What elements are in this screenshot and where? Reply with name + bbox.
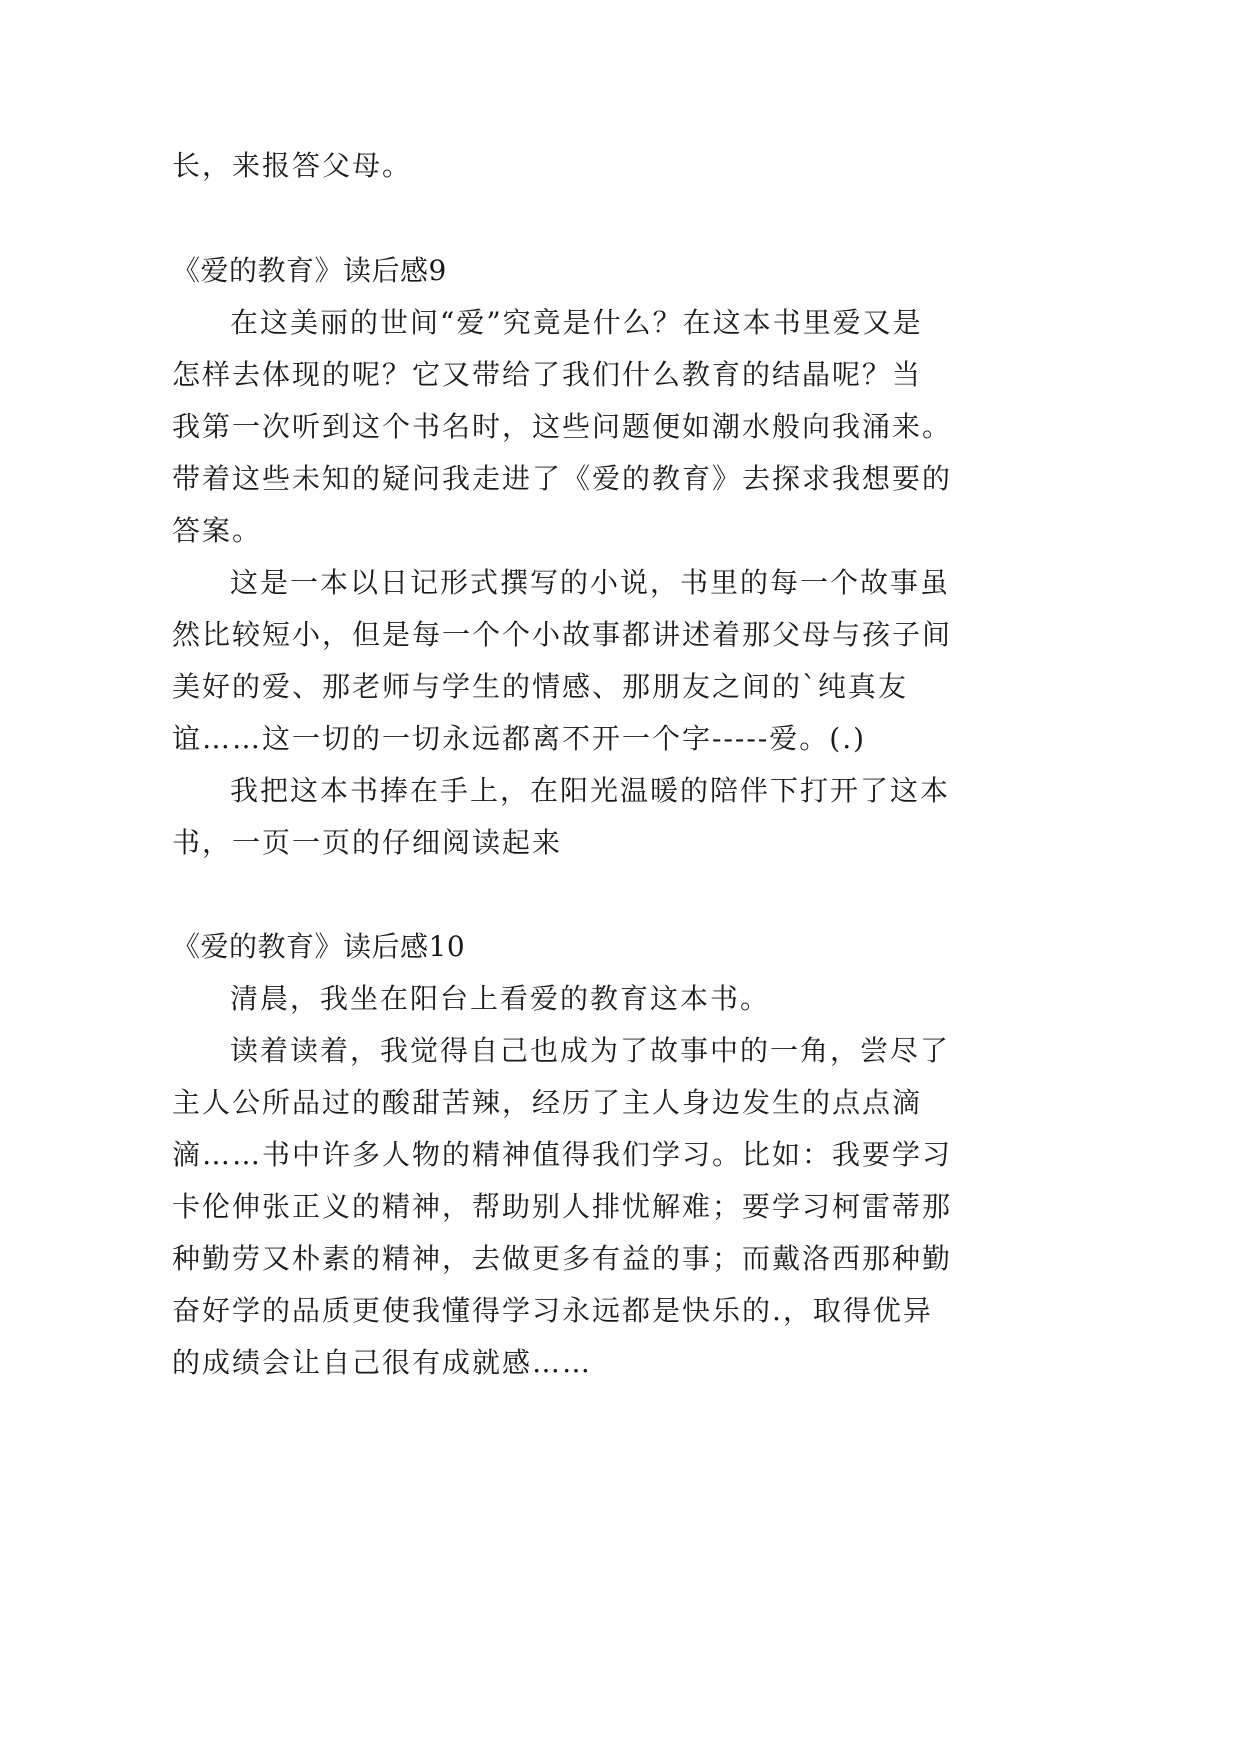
paragraph-line: 长，来报答父母。 <box>172 149 413 182</box>
paragraph-line: 美好的爱、那老师与学生的情感、那朋友之间的`纯真友 <box>172 670 909 703</box>
paragraph-line: 主人公所品过的酸甜苦辣，经历了主人身边发生的点点滴 <box>172 1086 923 1119</box>
paragraph-line: 这是一本以日记形式撰写的小说，书里的每一个故事虽 <box>230 566 951 599</box>
essay-9-title: 《爱的教育》读后感9 <box>172 254 447 287</box>
paragraph-line: 然比较短小，但是每一个个小故事都讲述着那父母与孩子间 <box>172 618 953 651</box>
paragraph-line: 滴……书中许多人物的精神值得我们学习。比如：我要学习 <box>172 1138 953 1171</box>
paragraph-line: 我第一次听到这个书名时，这些问题便如潮水般向我涌来。 <box>172 410 953 443</box>
paragraph-line: 在这美丽的世间“爱”究竟是什么？在这本书里爱又是 <box>230 306 923 339</box>
essay-10-title: 《爱的教育》读后感10 <box>172 930 466 963</box>
paragraph-line: 书，一页一页的仔细阅读起来 <box>172 826 563 859</box>
paragraph-line: 奋好学的品质更使我懂得学习永远都是快乐的.，取得优异 <box>172 1294 933 1327</box>
paragraph-line: 谊……这一切的一切永远都离不开一个字-----爱。(.) <box>172 722 867 755</box>
paragraph-line: 卡伦伸张正义的精神，帮助别人排忧解难；要学习柯雷蒂那 <box>172 1190 953 1223</box>
paragraph-line: 我把这本书捧在手上，在阳光温暖的陪伴下打开了这本 <box>230 774 951 807</box>
paragraph-line: 带着这些未知的疑问我走进了《爱的教育》去探求我想要的 <box>172 462 953 495</box>
paragraph-line: 答案。 <box>172 514 263 547</box>
paragraph-line: 清晨，我坐在阳台上看爱的教育这本书。 <box>230 982 771 1015</box>
paragraph-line: 的成绩会让自己很有成就感…… <box>172 1346 593 1379</box>
paragraph-line: 种勤劳又朴素的精神，去做更多有益的事；而戴洛西那种勤 <box>172 1242 953 1275</box>
paragraph-line: 怎样去体现的呢？它又带给了我们什么教育的结晶呢？当 <box>172 358 923 391</box>
paragraph-line: 读着读着，我觉得自己也成为了故事中的一角，尝尽了 <box>230 1034 951 1067</box>
